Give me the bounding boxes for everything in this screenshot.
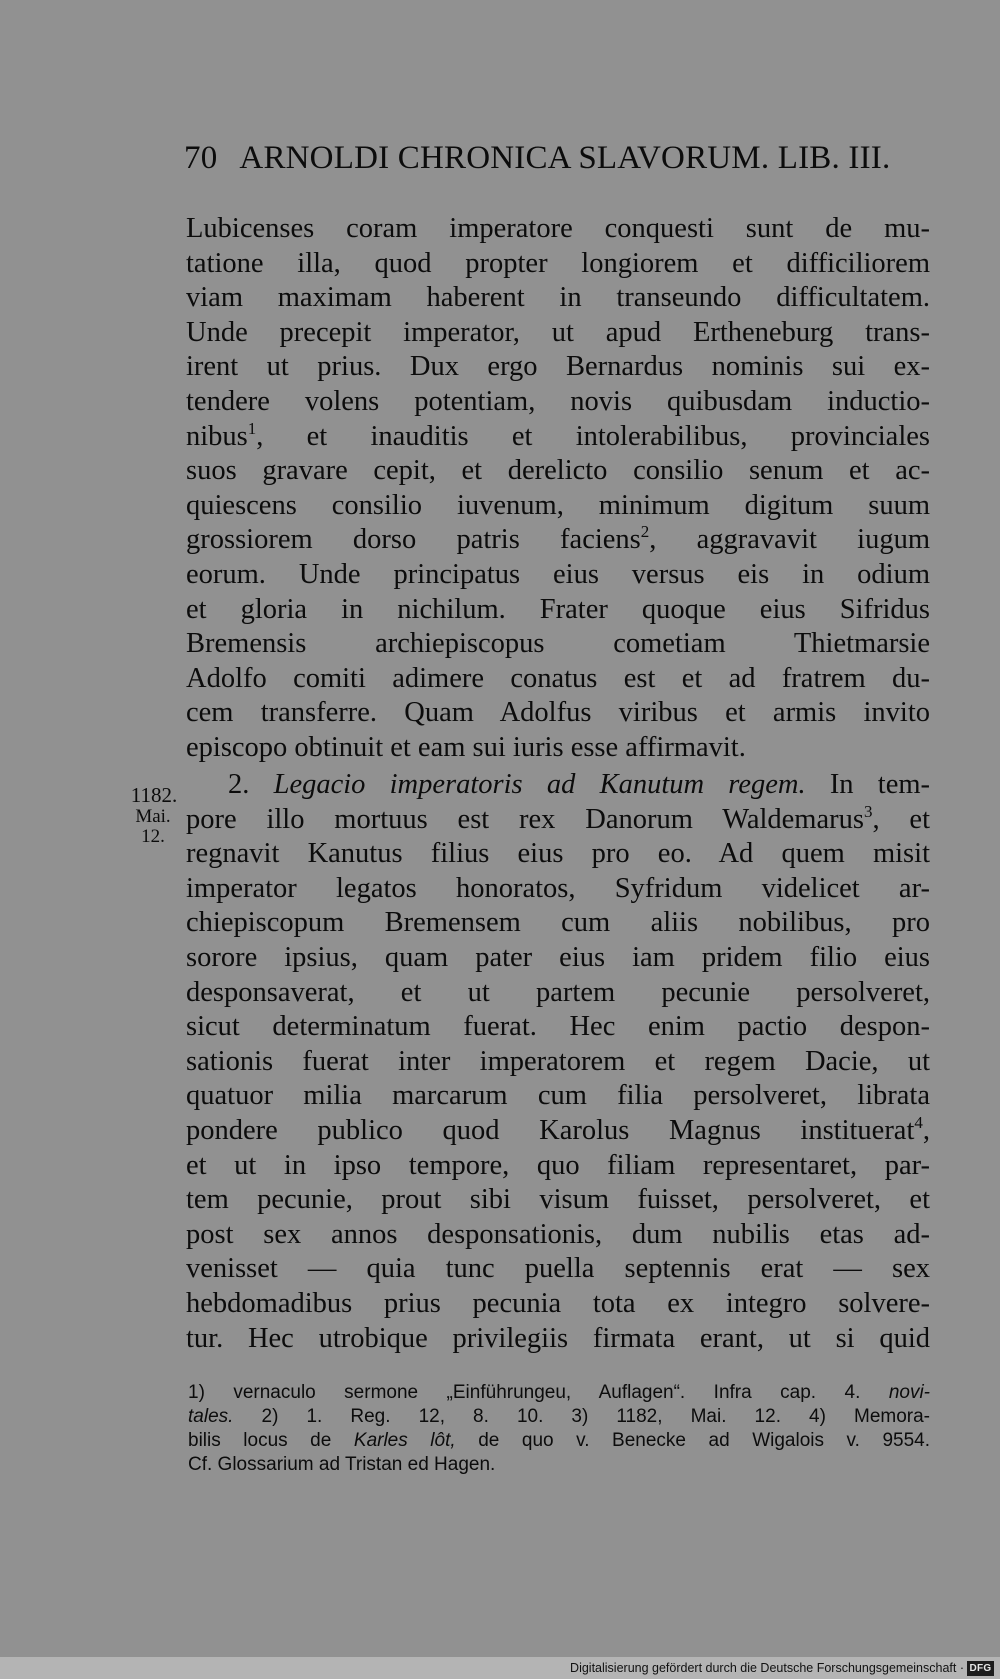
text-line: viam maximam haberent in transeundo difficultatem. <box>186 282 930 314</box>
text-fragment: In tem- <box>829 769 930 800</box>
page-number: 70 <box>184 140 218 176</box>
text-line: tem pecunie, prout sibi visum fuisset, persolveret, et <box>186 1184 930 1216</box>
margin-year: 1182. <box>130 783 178 807</box>
margin-day: 12. <box>141 826 165 847</box>
footnote-line <box>188 1429 930 1453</box>
running-header <box>184 140 924 184</box>
text-line: hebdomadibus prius pecunia tota ex integro solvere- <box>186 1287 930 1319</box>
text-line: quatuor milia marcarum cum filia persolveret, librata <box>186 1080 930 1112</box>
text-fragment: grossiorem dorso patris faciens <box>186 524 641 556</box>
footnote-ref-4: 4 <box>914 1112 923 1132</box>
text-fragment: pondere publico quod Karolus Magnus instituerat <box>186 1114 915 1146</box>
text-line: desponsaverat, et ut partem pecunie persolveret, <box>186 976 930 1008</box>
footnote-line: Cf. Glossarium ad Tristan ed Hagen. <box>188 1454 496 1475</box>
text-line: imperator legatos honoratos, Syfridum videlicet ar- <box>186 872 930 904</box>
paragraph-2 <box>186 768 930 1356</box>
text-line: quiescens consilio iuvenum, minimum digitum suum <box>186 489 930 521</box>
text-line: sationis fuerat inter imperatorem et regem Dacie, ut <box>186 1045 930 1077</box>
text-line: venisset — quia tunc puella septennis erat — sex <box>186 1253 930 1285</box>
paragraph-1 <box>186 212 930 766</box>
footnote-line <box>188 1405 930 1429</box>
text-line: tur. Hec utrobique privilegiis firmata erant, ut si quid <box>186 1322 930 1354</box>
footnote-ref-2: 2 <box>640 522 650 542</box>
text-line: post sex annos desponsationis, dum nubilis etas ad- <box>186 1218 930 1250</box>
text-line: sorore ipsius, quam pater eius iam pridem filio eius <box>186 941 930 973</box>
dfg-logo-icon: DFG <box>967 1661 994 1676</box>
chapter-heading-line <box>186 768 930 803</box>
footnote-ref-3: 3 <box>863 801 873 821</box>
text-line: suos gravare cepit, et derelicto consilio senum et ac- <box>186 455 930 487</box>
digitization-credit <box>570 1659 964 1677</box>
footnote-line <box>188 1381 930 1405</box>
text-line: irent ut prius. Dux ergo Bernardus nominis sui ex- <box>186 351 930 383</box>
text-line: tendere volens potentiam, novis quibusdam inductio- <box>186 385 930 417</box>
text-line: Adolfo comiti adimere conatus est et ad fratrem du- <box>186 662 930 694</box>
text-line <box>186 1114 930 1149</box>
text-fragment: 2) 1. Reg. 12, 8. 10. 3) 1182, Mai. 12. 4) Memora- <box>261 1406 931 1427</box>
text-line <box>186 803 930 838</box>
text-line: et gloria in nichilum. Frater quoque eius Sifridus <box>186 593 930 625</box>
text-fragment: , et inauditis et intolerabilibus, provinciales <box>256 420 930 452</box>
text-line: et ut in ipso tempore, quo filiam representaret, par- <box>186 1149 930 1181</box>
text-line: cem transferre. Quam Adolfus viribus et armis invito <box>186 697 930 729</box>
credit-text: Digitalisierung gefördert durch die Deutsche Forschungsgemeinschaft · <box>570 1661 964 1675</box>
text-fragment: bilis locus de <box>188 1430 332 1451</box>
text-line: sicut determinatum fuerat. Hec enim pactio despon- <box>186 1011 930 1043</box>
text-line: eorum. Unde principatus eius versus eis in odium <box>186 558 930 590</box>
running-title: ARNOLDI CHRONICA SLAVORUM. LIB. III. <box>239 140 891 176</box>
footnotes <box>188 1381 930 1477</box>
text-line: regnavit Kanutus filius eius pro eo. Ad quem misit <box>186 838 930 870</box>
margin-month: Mai. <box>135 806 171 827</box>
text-fragment: novi- <box>888 1382 930 1403</box>
text-line: tatione illa, quod propter longiorem et difficiliorem <box>186 247 930 279</box>
text-line <box>186 523 930 558</box>
text-fragment: , <box>922 1114 930 1146</box>
text-line: Bremensis archiepiscopus cometiam Thietmarsie <box>186 628 930 660</box>
text-fragment: 1) vernaculo sermone „Einführungeu, Auflagen“. Infra cap. 4. <box>188 1382 861 1403</box>
text-fragment: tales. <box>188 1406 234 1427</box>
text-fragment: nibus <box>186 420 248 452</box>
text-line: chiepiscopum Bremensem cum aliis nobilibus, pro <box>186 907 930 939</box>
text-line: Lubicenses coram imperatore conquesti sunt de mu- <box>186 213 930 244</box>
footnote-ref-1: 1 <box>247 418 257 438</box>
text-fragment: de quo v. Benecke ad Wigalois v. 9554. <box>478 1430 931 1451</box>
chapter-title: Legacio imperatoris ad Kanutum regem. <box>273 769 806 800</box>
text-fragment: , aggravavit iugum <box>649 524 930 556</box>
chapter-number: 2. <box>228 769 250 800</box>
text-fragment: pore illo mortuus est rex Danorum Waldemarus <box>186 803 864 835</box>
text-line: episcopo obtinuit et eam sui iuris esse affirmavit. <box>186 731 746 763</box>
text-line <box>186 420 930 455</box>
text-fragment: Karles lôt, <box>353 1430 456 1451</box>
text-fragment: , et <box>872 803 930 835</box>
text-line: Unde precepit imperator, ut apud Ertheneburg trans- <box>186 316 930 348</box>
